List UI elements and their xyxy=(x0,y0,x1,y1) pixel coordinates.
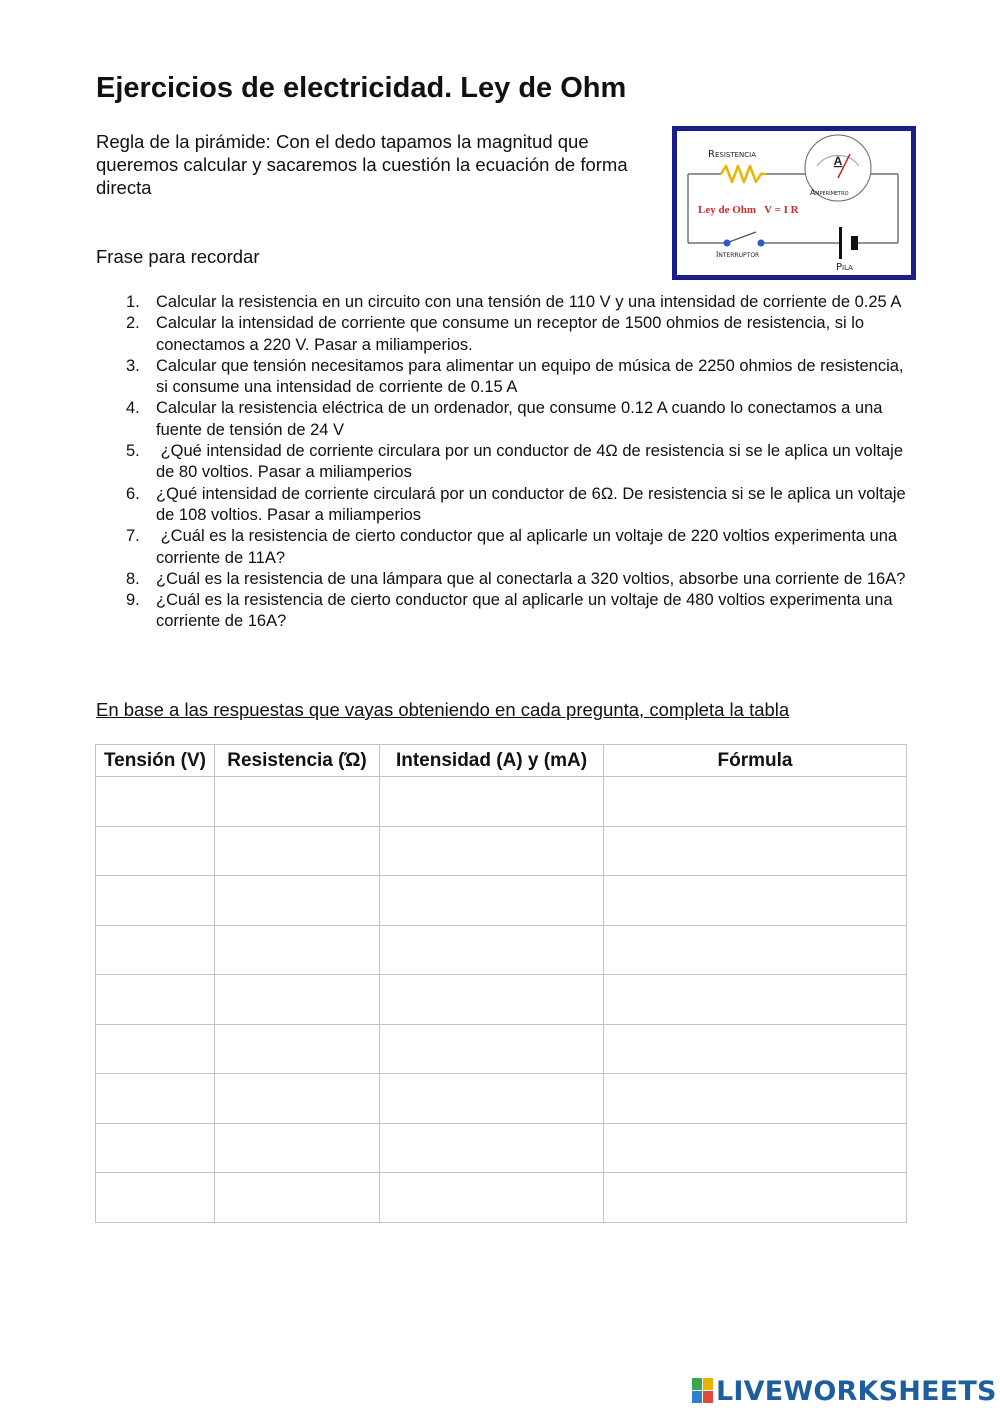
phrase-label: Frase para recordar xyxy=(96,246,260,267)
answer-cell[interactable] xyxy=(380,876,604,926)
amperimetro-label: Amperímetro xyxy=(810,188,849,197)
table-row xyxy=(96,1173,907,1223)
question-number: 5. xyxy=(126,442,140,461)
answer-cell[interactable] xyxy=(215,975,380,1025)
question-text: Calcular la intensidad de corriente que consume un receptor de 1500 ohmios de resistencia, si lo conectamos a 220 V. Pasar a miliamperios. xyxy=(156,314,869,354)
question-item xyxy=(96,292,916,313)
table-header-row xyxy=(96,745,907,777)
answer-cell[interactable] xyxy=(215,826,380,876)
answer-cell[interactable] xyxy=(604,1173,907,1223)
page-title: Ejercicios de electricidad. Ley de Ohm xyxy=(96,72,627,104)
table-row xyxy=(96,777,907,827)
logo-icon xyxy=(692,1378,714,1404)
question-text: ¿Cuál es la resistencia de cierto conductor que al aplicarle un voltaje de 220 voltios experimenta una corriente de 11A? xyxy=(156,527,902,567)
table-row xyxy=(96,1024,907,1074)
question-item xyxy=(96,590,916,633)
question-number: 7. xyxy=(126,527,140,546)
answer-cell[interactable] xyxy=(215,1024,380,1074)
answer-cell[interactable] xyxy=(96,1024,215,1074)
question-text: Calcular la resistencia eléctrica de un ordenador, que consume 0.12 A cuando lo conectamos a una fuente de tensión de 24 V xyxy=(156,399,888,439)
question-text: Calcular la resistencia en un circuito con una tensión de 110 V y una intensidad de corriente de 0.25 A xyxy=(156,293,902,311)
answer-cell[interactable] xyxy=(96,1074,215,1124)
ammeter-symbol-label: A xyxy=(833,154,843,168)
question-item xyxy=(96,441,916,484)
answer-cell[interactable] xyxy=(380,826,604,876)
table-row xyxy=(96,1074,907,1124)
interruptor-label: Interruptor xyxy=(716,250,760,259)
question-text: ¿Qué intensidad de corriente circulará por un conductor de 6Ω. De resistencia si se le aplica un voltaje de 108 voltios. Pasar a miliamperios xyxy=(156,484,911,524)
liveworksheets-logo xyxy=(692,1376,997,1406)
answer-cell[interactable] xyxy=(96,925,215,975)
answer-cell[interactable] xyxy=(604,876,907,926)
answer-cell[interactable] xyxy=(380,1074,604,1124)
answer-cell[interactable] xyxy=(604,777,907,827)
answer-cell[interactable] xyxy=(380,1173,604,1223)
question-item xyxy=(96,484,916,527)
answer-cell[interactable] xyxy=(604,925,907,975)
answer-cell[interactable] xyxy=(96,777,215,827)
resistencia-label: Resistencia xyxy=(708,149,756,160)
table-row xyxy=(96,1123,907,1173)
table-row xyxy=(96,826,907,876)
question-text: ¿Qué intensidad de corriente circulara por un conductor de 4Ω de resistencia si se le aplica un voltaje de 80 voltios. Pasar a miliamperios xyxy=(156,442,908,482)
pila-label: Pila xyxy=(836,262,853,273)
answer-cell[interactable] xyxy=(604,826,907,876)
question-item xyxy=(96,398,916,441)
table-row xyxy=(96,876,907,926)
question-item xyxy=(96,356,916,399)
answer-cell[interactable] xyxy=(215,1173,380,1223)
answer-cell[interactable] xyxy=(380,975,604,1025)
question-number: 1. xyxy=(126,293,140,311)
answer-cell[interactable] xyxy=(96,1173,215,1223)
table-instruction: En base a las respuestas que vayas obteniendo en cada pregunta, completa la tabla xyxy=(96,699,790,720)
question-item xyxy=(96,526,916,569)
question-text: Calcular que tensión necesitamos para alimentar un equipo de música de 2250 ohmios de resistencia, si consume una intensidad de corriente de 0.15 A xyxy=(156,356,909,397)
question-number: 9. xyxy=(126,591,140,610)
ohm-formula: Ley de Ohm V = I R xyxy=(698,204,799,216)
answer-table xyxy=(95,744,907,1223)
question-number: 4. xyxy=(126,399,140,418)
question-item xyxy=(96,313,916,356)
answer-cell[interactable] xyxy=(380,1123,604,1173)
answer-cell[interactable] xyxy=(96,975,215,1025)
header-formula: Fórmula xyxy=(604,745,907,777)
answer-cell[interactable] xyxy=(380,925,604,975)
answer-cell[interactable] xyxy=(604,1123,907,1173)
table-row xyxy=(96,925,907,975)
question-number: 8. xyxy=(126,569,140,588)
question-number: 6. xyxy=(126,484,140,503)
answer-cell[interactable] xyxy=(604,1024,907,1074)
answer-cell[interactable] xyxy=(380,777,604,827)
answer-cell[interactable] xyxy=(215,925,380,975)
question-number: 2. xyxy=(126,314,140,333)
answer-cell[interactable] xyxy=(380,1024,604,1074)
header-intensidad: Intensidad (A) y (mA) xyxy=(380,745,604,777)
answer-cell[interactable] xyxy=(604,975,907,1025)
answer-cell[interactable] xyxy=(215,1123,380,1173)
answer-cell[interactable] xyxy=(96,826,215,876)
header-resistencia: Resistencia (Ώ) xyxy=(215,745,380,777)
table-row xyxy=(96,975,907,1025)
question-text: ¿Cuál es la resistencia de una lámpara que al conectarla a 320 voltios, absorbe una corriente de 16A? xyxy=(156,569,906,588)
logo-text: LIVEWORKSHEETS xyxy=(716,1375,997,1407)
question-text: ¿Cuál es la resistencia de cierto conductor que al aplicarle un voltaje de 480 voltios experimenta una corriente de 16A? xyxy=(156,591,898,631)
header-tension: Tensión (V) xyxy=(96,745,215,777)
answer-cell[interactable] xyxy=(96,876,215,926)
answer-cell[interactable] xyxy=(96,1123,215,1173)
pyramid-rule-text: Regla de la pirámide: Con el dedo tapamos la magnitud que queremos calcular y sacaremos la cuestión la ecuación de forma directa xyxy=(96,131,628,198)
question-number: 3. xyxy=(126,356,140,375)
question-item xyxy=(96,569,916,590)
answer-cell[interactable] xyxy=(604,1074,907,1124)
answer-cell[interactable] xyxy=(215,876,380,926)
question-list xyxy=(96,292,916,633)
circuit-diagram xyxy=(672,126,916,280)
answer-cell[interactable] xyxy=(215,1074,380,1124)
answer-cell[interactable] xyxy=(215,777,380,827)
